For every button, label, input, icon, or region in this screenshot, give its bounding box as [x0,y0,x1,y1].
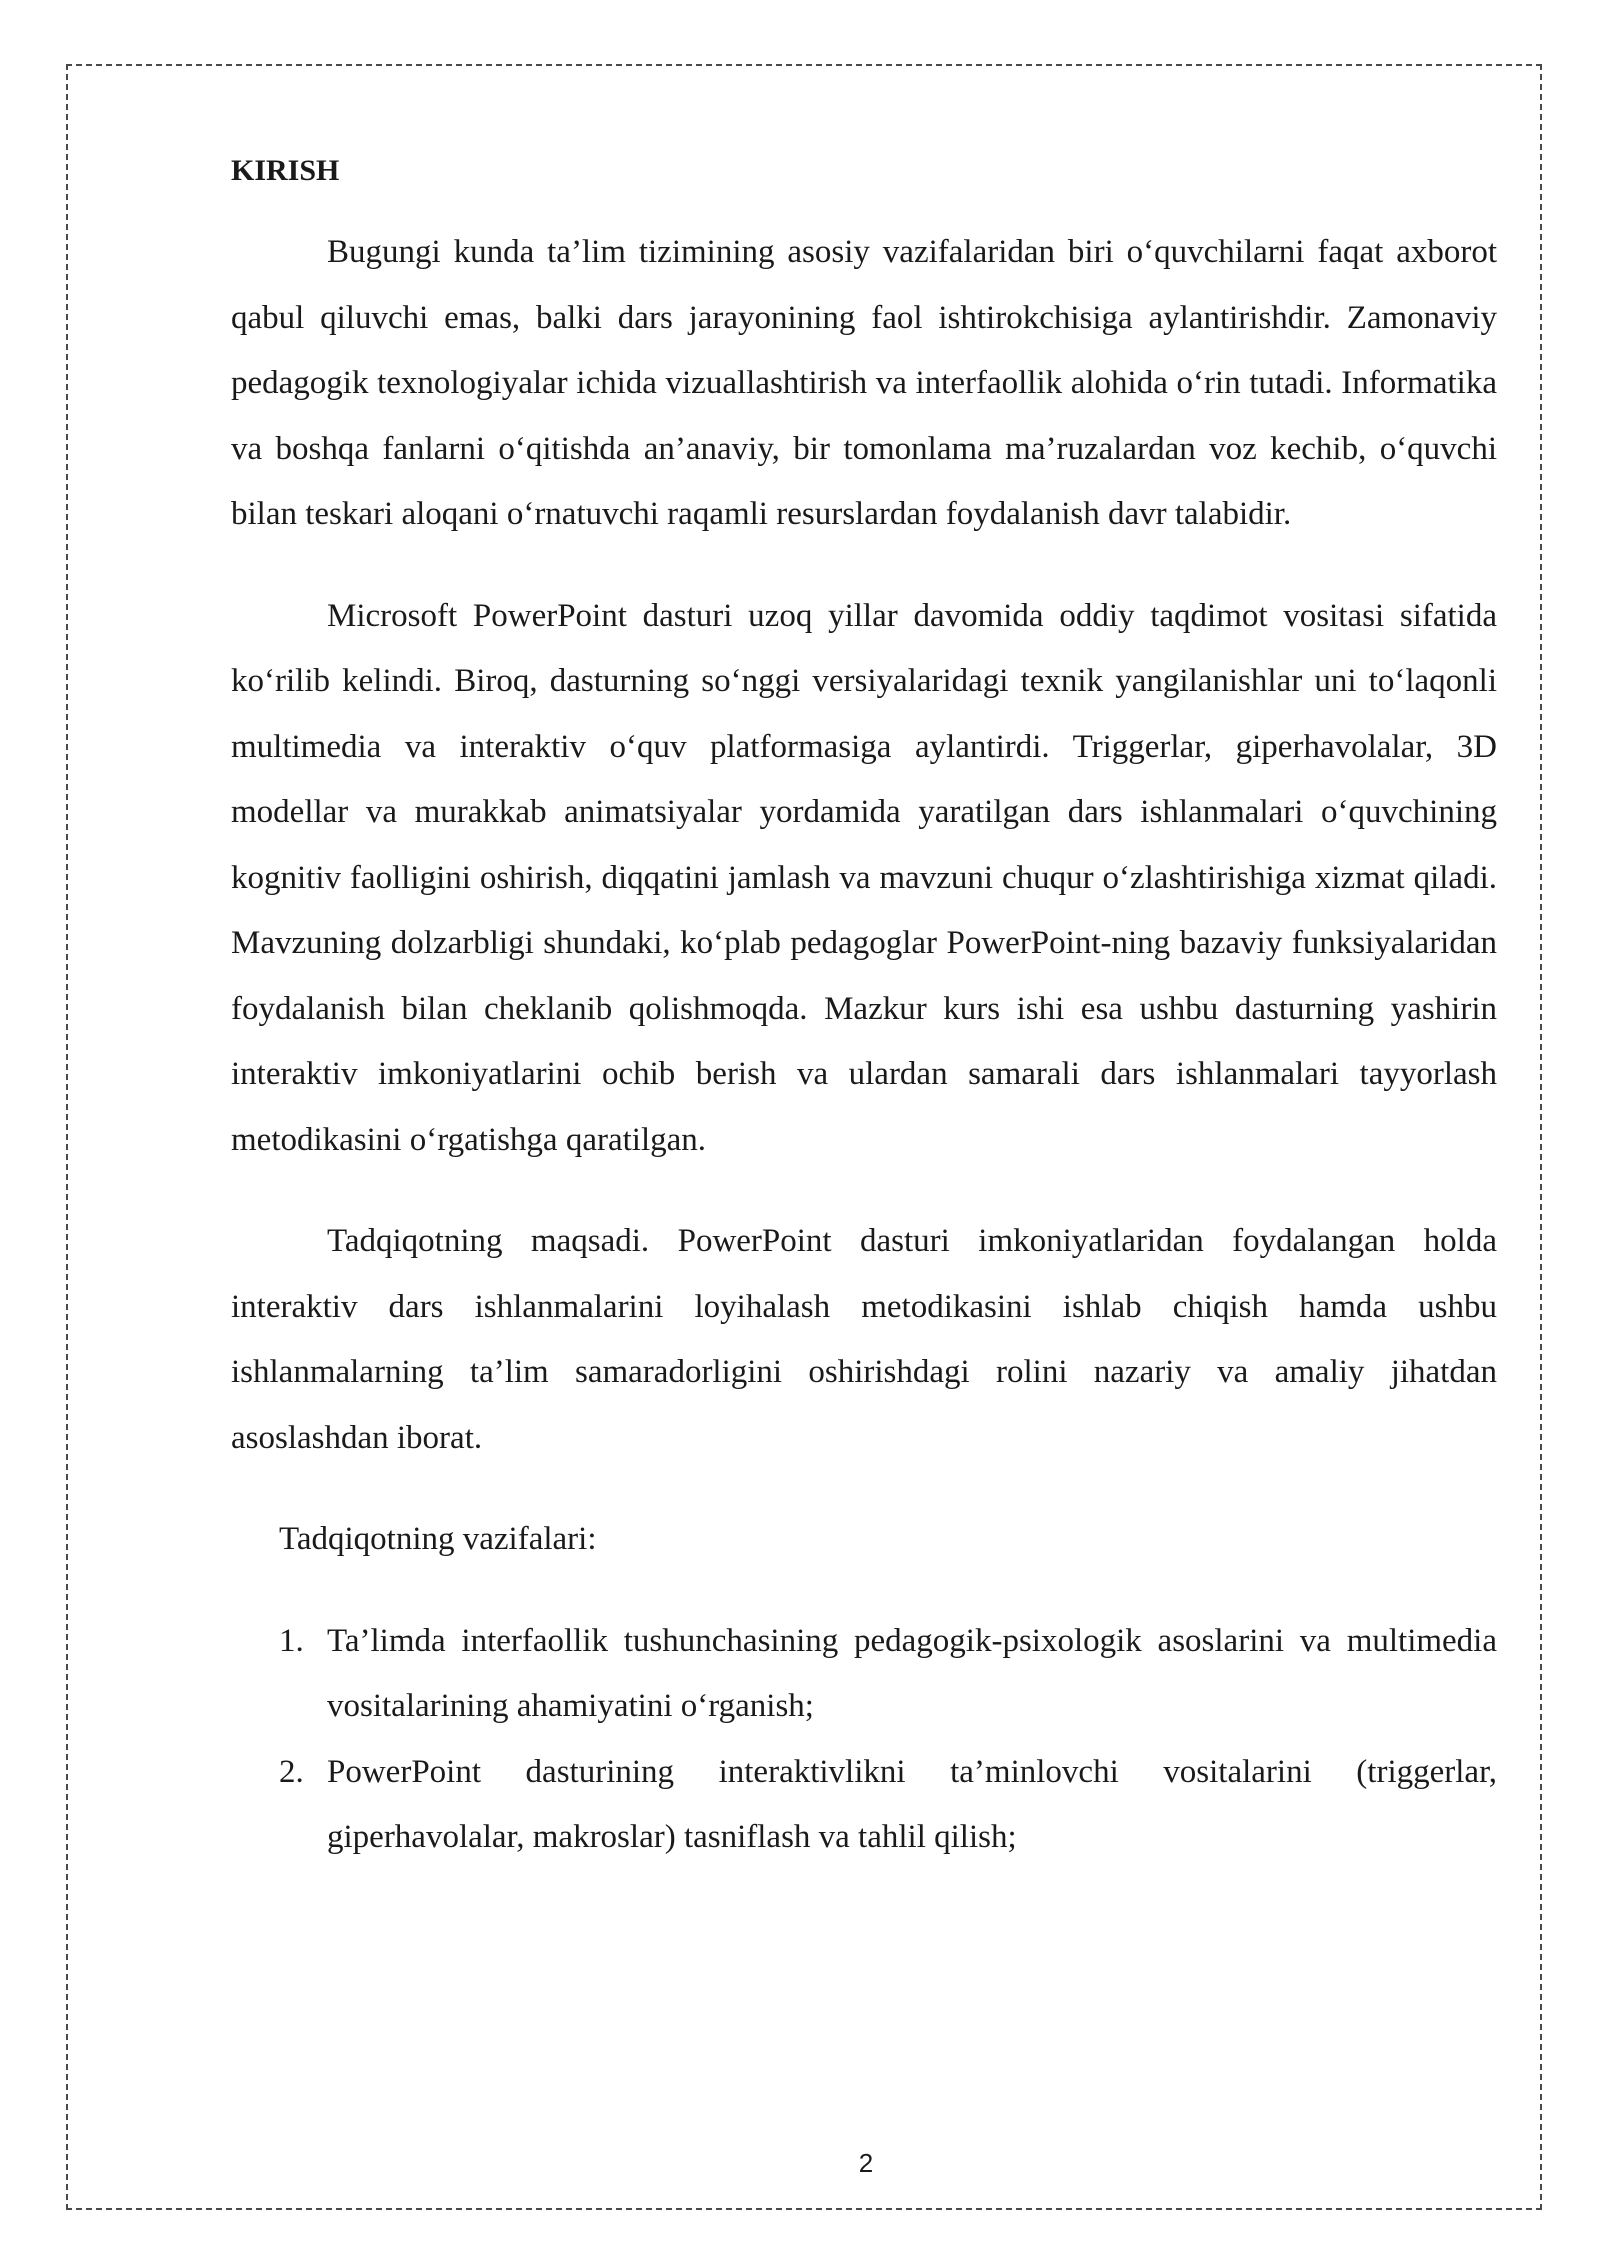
tasks-list [231,1609,1497,1871]
list-item-text: Ta’limda interfaollik tushunchasining pedagogik-psixologik asoslarini va multimedia vositalarining ahamiyatini o‘rganish; [327,1622,1497,1724]
intro-paragraph: Bugungi kunda ta’lim tizimining asosiy vazifalaridan biri o‘quvchilarni faqat axborot qabul qiluvchi emas, balki dars jarayonining faol ishtirokchisiga aylantirishdir. Zamonaviy pedagogik texnologiyalar ichida vizuallashtirish va interfaollik alohida o‘rin tutadi. Informatika va boshqa fanlarni o‘qitishda an’anaviy, bir tomonlama ma’ruzalardan voz kechib, o‘quvchi bilan teskari aloqani o‘rnatuvchi raqamli resurslardan foydalanish davr talabidir. [231,234,1497,532]
list-item [231,1740,1497,1871]
list-item-text: PowerPoint dasturining interaktivlikni ta’minlovchi vositalarini (triggerlar, giperhavolalar, makroslar) tasniflash va tahlil qilish; [327,1753,1497,1855]
tasks-title: Tadqiqotning vazifalari: [279,1521,597,1557]
list-item [231,1609,1497,1740]
section-heading: KIRISH [231,154,340,187]
document-body [231,150,1497,1871]
goal-paragraph: Tadqiqotning maqsadi. PowerPoint dasturi imkoniyatlaridan foydalangan holda interaktiv dars ishlanmalarini loyihalash metodikasini ishlab chiqish hamda ushbu ishlanmalarning ta’lim samaradorligini oshirishdagi rolini nazariy va amaliy jihatdan asoslashdan iborat. [231,1223,1497,1456]
list-item-number: 1. [279,1622,304,1659]
relevance-paragraph: Microsoft PowerPoint dasturi uzoq yillar davomida oddiy taqdimot vositasi sifatida ko‘rilib kelindi. Biroq, dasturning so‘nggi versiyalaridagi texnik yangilanishlar uni to‘laqonli multimedia va interaktiv o‘quv platformasiga aylantirdi. Triggerlar, giperhavolalar, 3D modellar va murakkab animatsiyalar yordamida yaratilgan dars ishlanmalari o‘quvchining kognitiv faolligini oshirish, diqqatini jamlash va mavzuni chuqur o‘zlashtirishiga xizmat qiladi. Mavzuning dolzarbligi shundaki, ko‘plab pedagoglar PowerPoint-ning bazaviy funksiyalaridan foydalanish bilan cheklanib qolishmoqda. Mazkur kurs ishi esa ushbu dasturning yashirin interaktiv imkoniyatlarini ochib berish va ulardan samarali dars ishlanmalari tayyorlash metodikasini o‘rgatishga qaratilgan. [231,597,1497,1158]
list-item-number: 2. [279,1753,304,1790]
page-number: 2 [858,2148,874,2178]
